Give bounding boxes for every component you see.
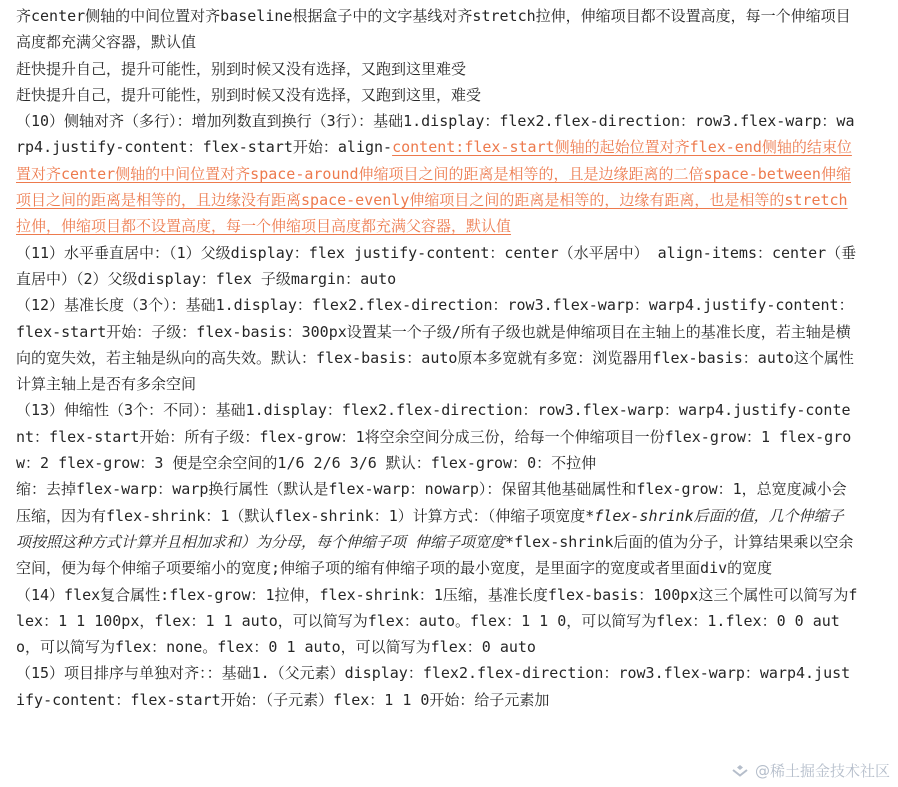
watermark bbox=[731, 760, 890, 781]
paragraph-text: 赶快提升自己，提升可能性，别到时候又没有选择，又跑到这里难受 bbox=[16, 59, 467, 78]
paragraph-text: （12）基准长度（3个）：基础1.display：flex2.flex-direction：row3.flex-warp：warp4.justify-content：flex-start开始：子级：flex-basis：300px设置某一个子级/所有子级也就是伸缩项目在主轴上的基准长度，若主轴是横向的宽失效，若主轴是纵向的高失效。默认：flex-basis：auto原本多宽就有多宽：浏览器用flex-basis：auto这个属性计算主轴上是否有多余空间 bbox=[16, 296, 854, 394]
italic-text: *flex-shrink后面的值，几个伸缩子项按照这种方式计算并且相加求和）为分母，每个伸缩子项 伸缩子项宽度 bbox=[16, 506, 844, 551]
paragraph bbox=[16, 397, 858, 476]
paragraph bbox=[16, 240, 858, 293]
paragraph bbox=[16, 3, 858, 56]
paragraph-text: （14）flex复合属性:flex-grow：1拉伸，flex-shrink：1压缩，基准长度flex-basis：100px这三个属性可以简写为flex：1 1 100px，flex：1 1 auto，可以简写为flex：auto。flex：1 1 0，可以简写为flex：1.flex：0 0 auto，可以简写为flex：none。flex：0 1 auto，可以简写为flex：0 auto bbox=[16, 585, 858, 657]
paragraph bbox=[16, 476, 858, 581]
paragraph-text: （11）水平垂直居中：（1）父级display：flex justify-content：center（水平居中） align-items：center（垂直居中）（2）父级display：flex 子级margin：auto bbox=[16, 243, 857, 288]
paragraph-text: （10）侧轴对齐（多行）：增加列数直到换行（3行）：基础1.display：flex2.flex-direction：row3.flex-warp：warp4.justify-content：flex-start开始：align- bbox=[16, 112, 855, 157]
hyperlink-text[interactable]: content:flex-start侧轴的起始位置对齐flex-end侧轴的结束位置对齐center侧轴的中间位置对齐space-around伸缩项目之间的距离是相等的，且是边缘距离的二倍space-between伸缩项目之间的距离是相等的，且边缘没有距离space-evenly伸缩项目之间的距离是相等的，边缘有距离，也是相等的stretch拉伸，伸缩项目都不设置高度，每一个伸缩项目高度都充满父容器，默认值 bbox=[16, 138, 852, 236]
paragraph-text: 赶快提升自己，提升可能性，别到时候又没有选择，又跑到这里，难受 bbox=[16, 85, 482, 104]
paragraph bbox=[16, 82, 858, 108]
watermark-text: @稀土掘金技术社区 bbox=[754, 762, 890, 780]
paragraph bbox=[16, 292, 858, 397]
paragraph-text: （13）伸缩性（3个：不同）：基础1.display：flex2.flex-direction：row3.flex-warp：warp4.justify-content：flex-start开始：所有子级：flex-grow：1将空余空间分成三份，给每一个伸缩项目一份flex-grow：1 flex-grow：2 flex-grow：3 便是空余空间的1/6 2/6 3/6 默认：flex-grow：0：不拉伸 bbox=[16, 401, 852, 473]
paragraph bbox=[16, 56, 858, 82]
paragraph bbox=[16, 108, 858, 239]
juejin-logo-icon bbox=[731, 764, 749, 778]
paragraph-text: 缩：去掉flex-warp：warp换行属性（默认是flex-warp：nowarp）：保留其他基础属性和flex-grow：1，总宽度减小会压缩，因为有flex-shrink：1（默认flex-shrink：1）计算方式：（伸缩子项宽度 bbox=[16, 480, 847, 525]
paragraph-text: 齐center侧轴的中间位置对齐baseline根据盒子中的文字基线对齐stretch拉伸，伸缩项目都不设置高度，每一个伸缩项目高度都充满父容器，默认值 bbox=[16, 7, 851, 52]
paragraph bbox=[16, 660, 858, 713]
paragraph-text: *flex-shrink后面的值为分子，计算结果乘以空余空间，便为每个伸缩子项要缩小的宽度;伸缩子项的缩有伸缩子项的最小宽度，是里面字的宽度或者里面div的宽度 bbox=[16, 532, 854, 578]
paragraph-text: （15）项目排序与单独对齐：：基础1.（父元素）display：flex2.flex-direction：row3.flex-warp：warp4.justify-content：flex-start开始：（子元素）flex：1 1 0开始：给子元素加 bbox=[16, 664, 851, 709]
paragraph bbox=[16, 582, 858, 661]
